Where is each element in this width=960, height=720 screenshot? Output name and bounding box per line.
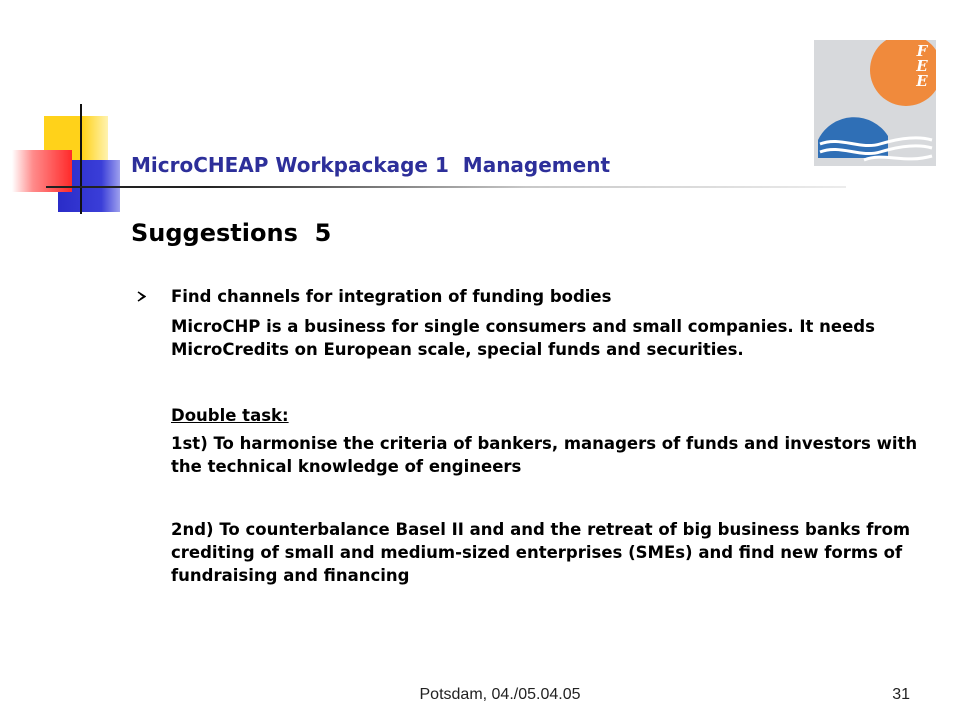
title-underline	[46, 186, 846, 188]
page-number: 31	[892, 686, 910, 703]
logo-letter: F	[916, 42, 928, 60]
task-2: 2nd) To counterbalance Basel II and and the retreat of big business banks from crediting of small and medium-sized enterprises (SMEs) and find new forms of fundraising and financing	[171, 520, 911, 585]
paragraph-microchp: MicroCHP is a business for single consumers and small companies. It needs MicroCredits on European scale, special funds and securities.	[171, 317, 875, 359]
fee-logo	[814, 40, 936, 166]
footer-location-date: Potsdam, 04./05.04.05	[419, 686, 581, 703]
arrow-bullet-icon	[137, 291, 146, 302]
task-1: 1st) To harmonise the criteria of bankers, managers of funds and investors with the technical knowledge of engineers	[171, 434, 918, 476]
bullet-text: Find channels for integration of funding bodies	[171, 287, 612, 306]
decor-vertical-line	[80, 104, 82, 214]
logo-letter: E	[916, 72, 928, 90]
slide-heading: Suggestions 5	[131, 219, 332, 247]
logo-letter: E	[916, 57, 928, 75]
logo-text	[908, 44, 936, 89]
slide-title: MicroCHEAP Workpackage 1 Management	[131, 153, 611, 177]
double-task-label: Double task:	[171, 406, 289, 425]
